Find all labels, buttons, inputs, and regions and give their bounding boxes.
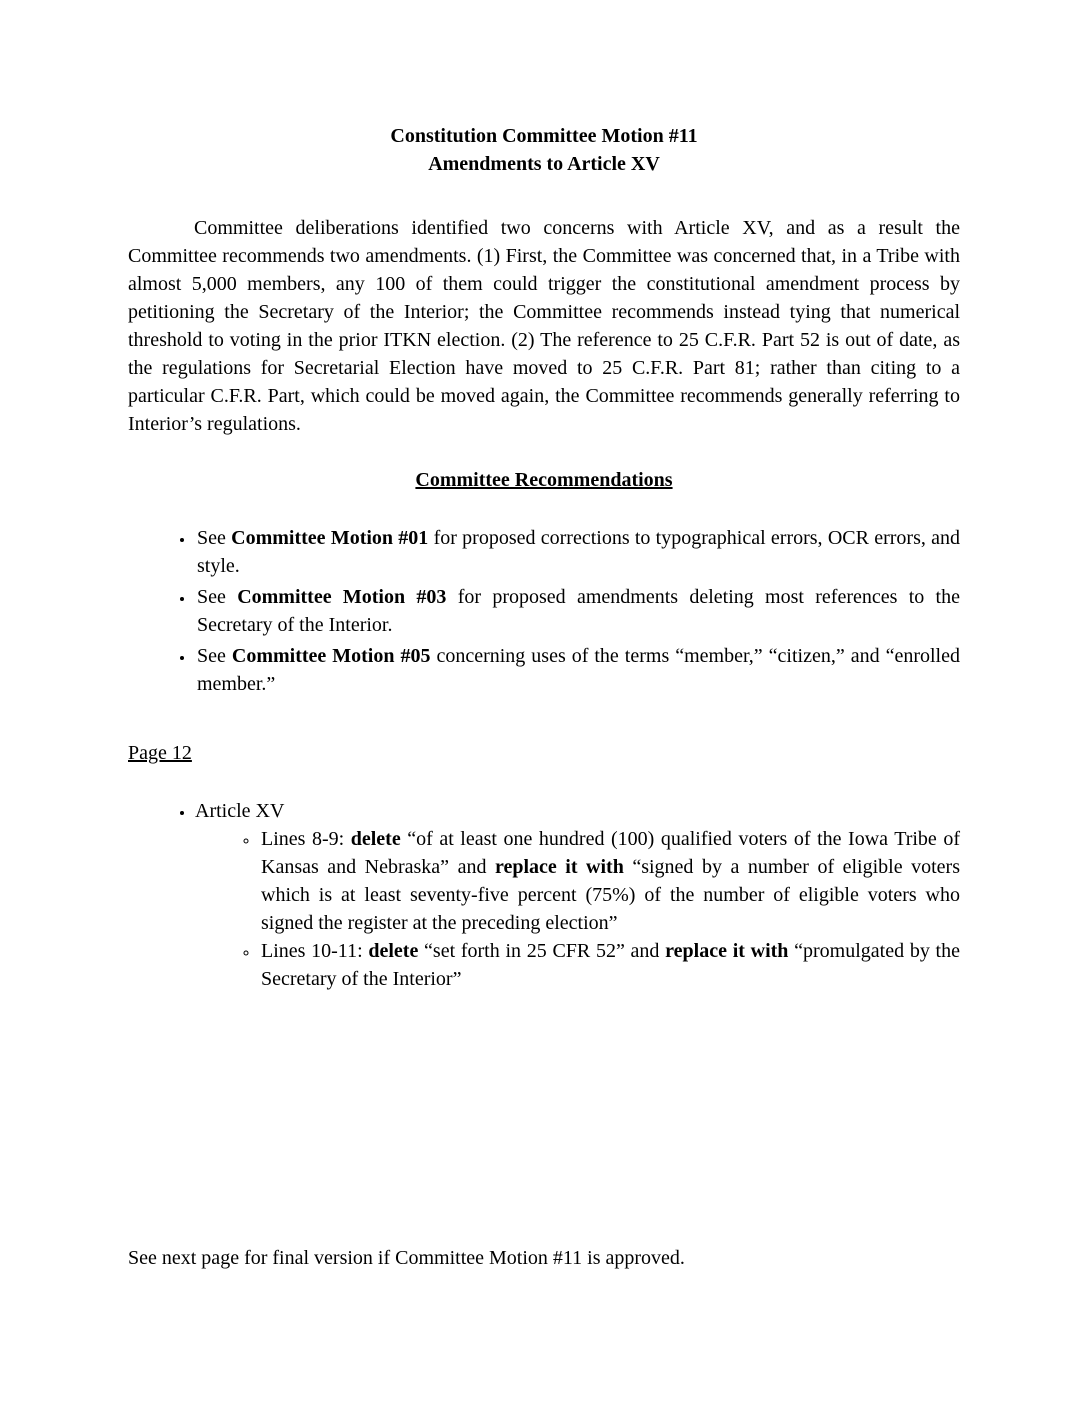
bullet-motion-ref: Committee Motion #01: [231, 527, 429, 549]
delete-keyword: delete: [368, 940, 419, 962]
sub-bullet-text: “signed by a number of eligible voters which is at least seventy-five percent (75%) of the number of eligible voters who signed the register at the preceding election”: [261, 856, 960, 934]
bullet-text-pre: See: [197, 645, 232, 667]
delete-keyword: delete: [350, 828, 401, 850]
bullet-text-post: for proposed amendments deleting most references to the Secretary of the Interior.: [197, 586, 960, 636]
sub-bullet-text: “of at least one hundred (100) qualified voters of the Iowa Tribe of Kansas and Nebraska” and: [261, 828, 961, 878]
footer-note: See next page for final version if Committee Motion #11 is approved.: [128, 1247, 685, 1269]
article-sub-list: [195, 825, 960, 993]
article-list: [128, 797, 960, 993]
sub-bullet-text: Lines 10-11:: [261, 940, 369, 962]
bullet-text-post: for proposed corrections to typographical errors, OCR errors, and style.: [197, 527, 960, 577]
recommendations-heading: Committee Recommendations: [415, 469, 673, 491]
sub-bullet-text: “set forth in 25 CFR 52” and: [418, 940, 666, 962]
intro-paragraph: Committee deliberations identified two concerns with Article XV, and as a result the Committee recommends two amendments. (1) First, the Committee was concerned that, in a Tribe with almost 5,000 members, any 100 of them could trigger the constitutional amendment process by petitioning the Secretary of the Interior; the Committee recommends instead tying that numerical threshold to voting in the prior ITKN election. (2) The reference to 25 C.F.R. Part 52 is out of date, as the regulations for Secretarial Election have moved to 25 C.F.R. Part 81; rather than citing to a particular C.F.R. Part, which could be moved again, the Committee recommends generally referring to Interior’s regulations.: [128, 217, 960, 435]
bullet-motion-ref: Committee Motion #05: [231, 645, 431, 667]
recommendation-bullet-3: [195, 642, 960, 698]
bullet-motion-ref: Committee Motion #03: [237, 586, 447, 608]
article-bullet-label: Article XV: [195, 800, 285, 822]
article-sub-bullet-2: [259, 937, 960, 993]
article-sub-bullet-1: [259, 825, 960, 937]
recommendation-bullet-1: [195, 524, 960, 580]
sub-bullet-text: “promulgated by the Secretary of the Interior”: [261, 940, 960, 990]
recommendation-bullet-2: [195, 583, 960, 639]
bullet-text-pre: See: [197, 527, 232, 549]
page-ref-heading: Page 12: [128, 742, 192, 764]
recommendations-list: [128, 524, 960, 698]
article-bullet: [195, 797, 960, 993]
document-title-line-2: Amendments to Article XV: [428, 153, 660, 175]
sub-bullet-text: Lines 8-9:: [261, 828, 351, 850]
replace-keyword: replace it with: [665, 940, 789, 962]
replace-keyword: replace it with: [494, 856, 624, 878]
bullet-text-pre: See: [197, 586, 238, 608]
document-title-line-1: Constitution Committee Motion #11: [390, 125, 698, 147]
bullet-text-post: concerning uses of the terms “member,” “citizen,” and “enrolled member.”: [197, 645, 960, 695]
